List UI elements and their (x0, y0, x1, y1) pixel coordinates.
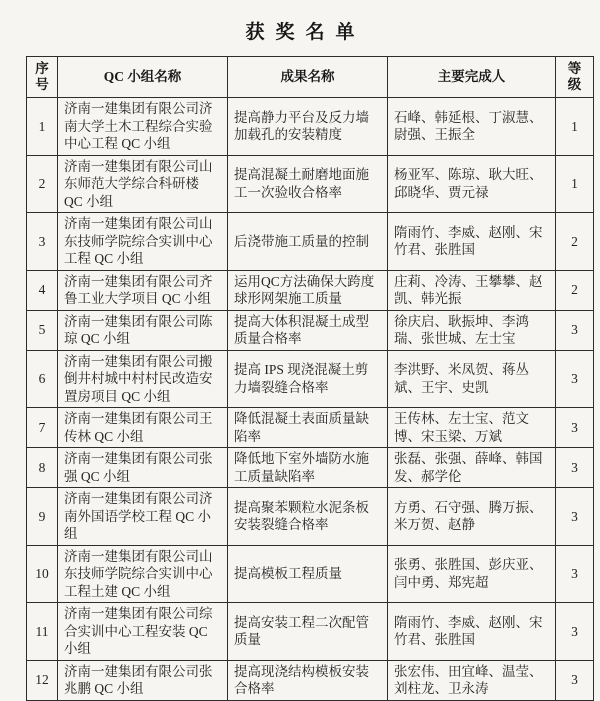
cell-members: 庄莉、冷涛、王攀攀、赵凯、韩光振 (388, 270, 556, 310)
cell-group: 济南一建集团有限公司山东技师学院综合实训中心工程土建 QC 小组 (58, 545, 228, 603)
cell-achievement: 提高聚苯颗粒水泥条板安装裂缝合格率 (228, 488, 388, 546)
cell-group: 济南一建集团有限公司综合实训中心工程安装 QC 小组 (58, 603, 228, 661)
cell-members: 徐庆启、耿振坤、李鸿瑞、张世城、左士宝 (388, 310, 556, 350)
award-table-body (27, 98, 594, 701)
cell-grade: 3 (556, 310, 594, 350)
cell-no: 7 (27, 408, 58, 448)
cell-achievement: 提高 IPS 现浇混凝土剪力墙裂缝合格率 (228, 350, 388, 408)
scanned-document-page (0, 17, 600, 700)
cell-members: 隋雨竹、李威、赵刚、宋竹君、张胜国 (388, 603, 556, 661)
cell-members: 杨亚军、陈琼、耿大旺、邱晓华、贾元禄 (388, 155, 556, 213)
cell-members: 王传林、左士宝、范文博、宋玉梁、万斌 (388, 408, 556, 448)
table-row (27, 310, 594, 350)
cell-grade: 3 (556, 488, 594, 546)
cell-grade: 2 (556, 270, 594, 310)
cell-grade: 2 (556, 213, 594, 271)
cell-group: 济南一建集团有限公司搬倒井村城中村村民改造安置房项目 QC 小组 (58, 350, 228, 408)
cell-no: 11 (27, 603, 58, 661)
cell-group: 济南一建集团有限公司张强 QC 小组 (58, 448, 228, 488)
table-row (27, 488, 594, 546)
cell-grade: 3 (556, 448, 594, 488)
cell-no: 2 (27, 155, 58, 213)
cell-no: 1 (27, 98, 58, 156)
cell-no: 6 (27, 350, 58, 408)
cell-achievement: 后浇带施工质量的控制 (228, 213, 388, 271)
cell-members: 张磊、张强、薛峰、韩国发、郝学伦 (388, 448, 556, 488)
cell-achievement: 降低混凝土表面质量缺陷率 (228, 408, 388, 448)
cell-no: 8 (27, 448, 58, 488)
cell-grade: 1 (556, 98, 594, 156)
cell-achievement: 提高混凝土耐磨地面施工一次验收合格率 (228, 155, 388, 213)
cell-group: 济南一建集团有限公司山东师范大学综合科研楼 QC 小组 (58, 155, 228, 213)
table-row (27, 545, 594, 603)
award-table (26, 56, 594, 701)
cell-grade: 3 (556, 660, 594, 700)
cell-members: 石峰、韩延根、丁淑慧、尉强、王振全 (388, 98, 556, 156)
cell-no: 12 (27, 660, 58, 700)
cell-group: 济南一建集团有限公司齐鲁工业大学项目 QC 小组 (58, 270, 228, 310)
award-table-header (27, 57, 594, 98)
cell-grade: 3 (556, 545, 594, 603)
table-row (27, 350, 594, 408)
column-header-members: 主要完成人 (388, 57, 556, 98)
table-row (27, 155, 594, 213)
cell-no: 5 (27, 310, 58, 350)
cell-achievement: 运用QC方法确保大跨度球形网架施工质量 (228, 270, 388, 310)
cell-achievement: 提高大体积混凝土成型质量合格率 (228, 310, 388, 350)
page-title: 获奖名单 (245, 22, 366, 43)
column-header-achievement: 成果名称 (228, 57, 388, 98)
cell-group: 济南一建集团有限公司王传林 QC 小组 (58, 408, 228, 448)
cell-group: 济南一建集团有限公司陈琼 QC 小组 (58, 310, 228, 350)
cell-achievement: 提高现浇结构模板安装合格率 (228, 660, 388, 700)
cell-achievement: 提高安装工程二次配管质量 (228, 603, 388, 661)
cell-group: 济南一建集团有限公司山东技师学院综合实训中心工程 QC 小组 (58, 213, 228, 271)
cell-no: 9 (27, 488, 58, 546)
cell-no: 3 (27, 213, 58, 271)
cell-group: 济南一建集团有限公司济南大学土木工程综合实验中心工程 QC 小组 (58, 98, 228, 156)
column-header-no: 序号 (27, 57, 58, 98)
cell-group: 济南一建集团有限公司张兆鹏 QC 小组 (58, 660, 228, 700)
table-row (27, 660, 594, 700)
table-row (27, 270, 594, 310)
cell-members: 李洪野、米凤贺、蒋丛斌、王宇、史凯 (388, 350, 556, 408)
cell-no: 4 (27, 270, 58, 310)
table-row (27, 448, 594, 488)
table-row (27, 213, 594, 271)
cell-members: 方勇、石守强、腾万振、米万贺、赵静 (388, 488, 556, 546)
cell-no: 10 (27, 545, 58, 603)
cell-grade: 3 (556, 350, 594, 408)
cell-grade: 3 (556, 603, 594, 661)
cell-members: 隋雨竹、李威、赵刚、宋竹君、张胜国 (388, 213, 556, 271)
column-header-group: QC 小组名称 (58, 57, 228, 98)
table-row (27, 408, 594, 448)
cell-achievement: 降低地下室外墙防水施工质量缺陷率 (228, 448, 388, 488)
column-header-grade: 等级 (556, 57, 594, 98)
table-row (27, 98, 594, 156)
cell-achievement: 提高静力平台及反力墙加载孔的安装精度 (228, 98, 388, 156)
cell-members: 张宏伟、田宜峰、温莹、刘柱龙、卫永涛 (388, 660, 556, 700)
table-row (27, 603, 594, 661)
cell-achievement: 提高模板工程质量 (228, 545, 388, 603)
cell-members: 张勇、张胜国、彭庆亚、闫中勇、郑宪超 (388, 545, 556, 603)
cell-group: 济南一建集团有限公司济南外国语学校工程 QC 小组 (58, 488, 228, 546)
cell-grade: 3 (556, 408, 594, 448)
header-row (27, 57, 594, 98)
cell-grade: 1 (556, 155, 594, 213)
